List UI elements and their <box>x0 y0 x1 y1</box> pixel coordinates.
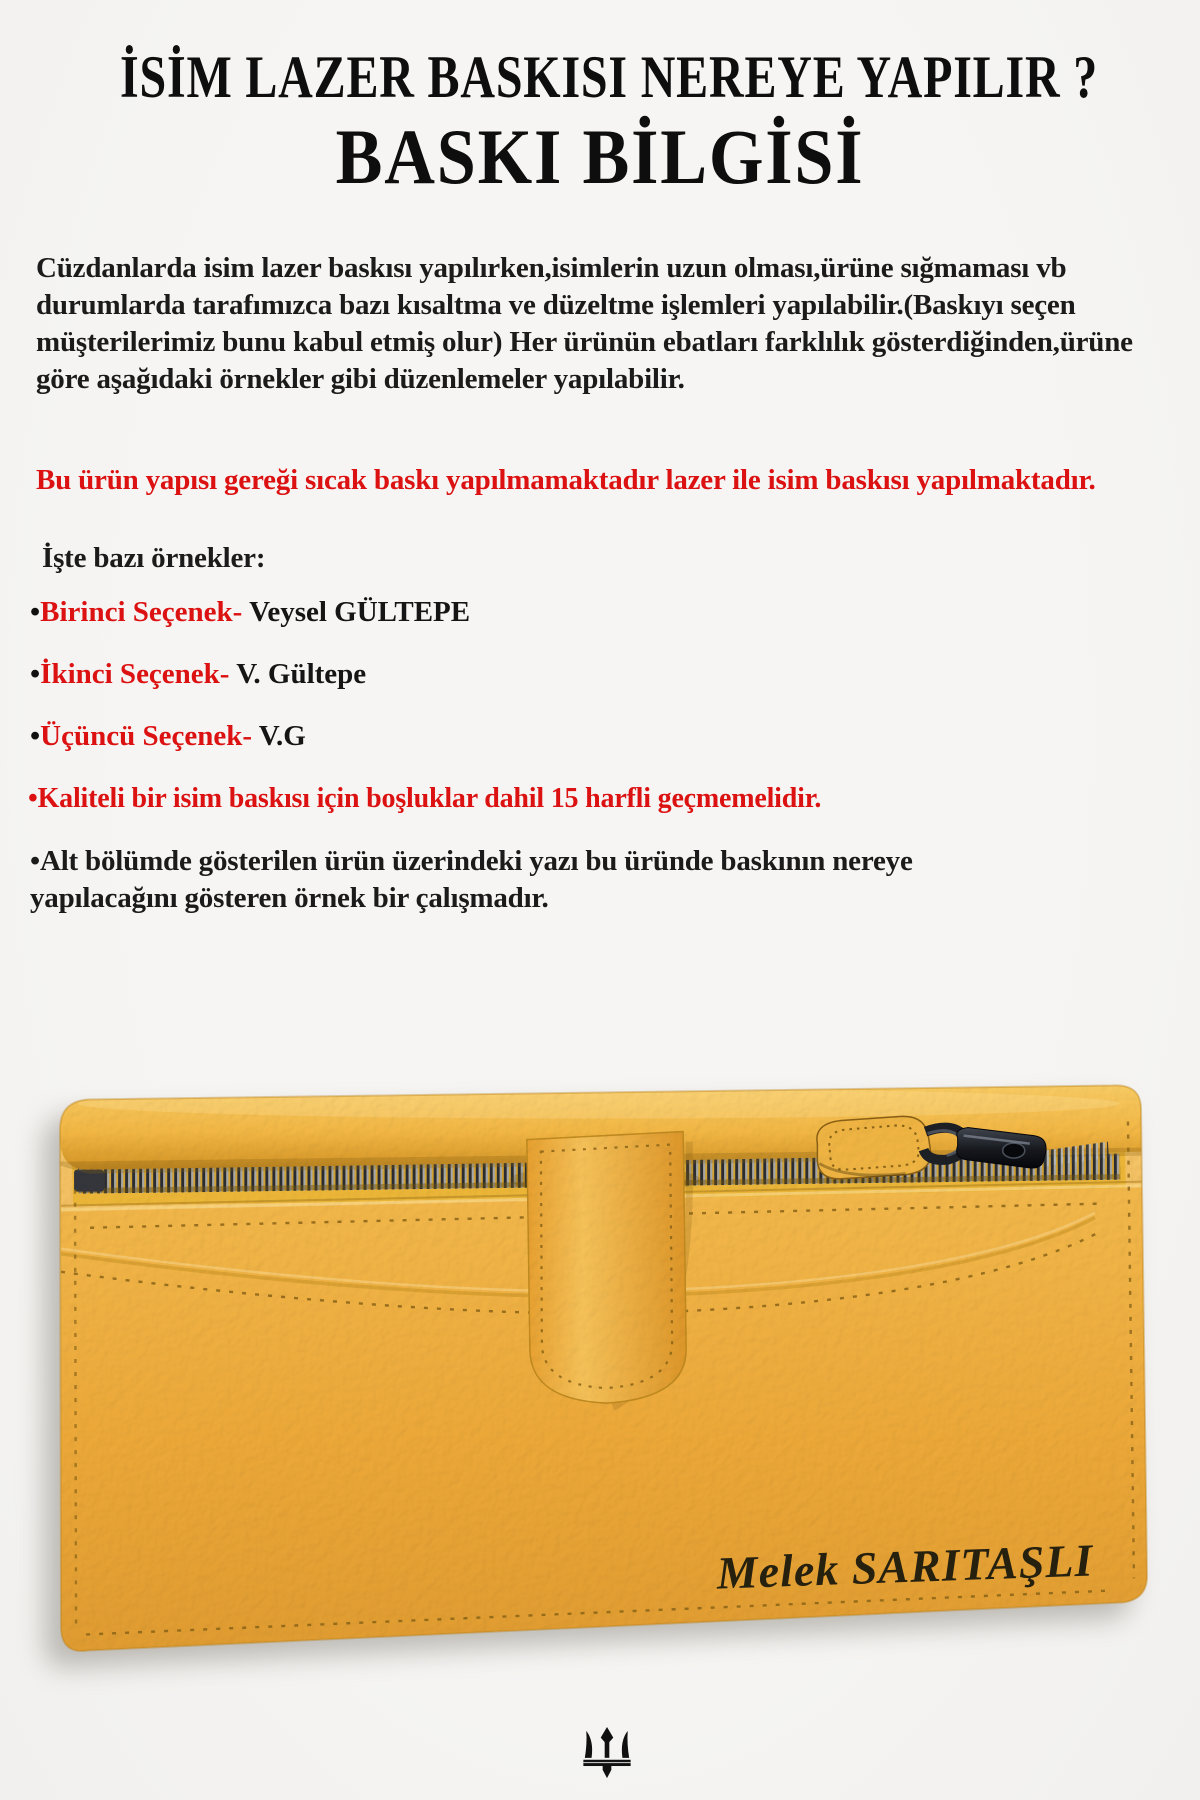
page-title: İSİM LAZER BASKISI NEREYE YAPILIR ? <box>120 44 1099 110</box>
option-label: Birinci Seçenek- <box>40 596 243 628</box>
engraved-name: Melek SARITAŞLI <box>715 1534 1095 1599</box>
character-limit-note: •Kaliteli bir isim baskısı için boşluklar dahil 15 harfli geçmemelidir. <box>28 783 822 814</box>
option-label: İkinci Seçenek- <box>40 658 230 690</box>
laser-warning-paragraph: Bu ürün yapısı gereği sıcak baskı yapılmamaktadır lazer ile isim baskısı yapılmaktadır. <box>36 464 1096 496</box>
placement-note: •Alt bölümde gösterilen ürün üzerindeki yazı bu üründe baskının nereye yapılacağını gösteren örnek bir çalışmadır. <box>30 845 913 914</box>
bullet-icon: • <box>30 596 41 628</box>
examples-label: İşte bazı örnekler: <box>42 542 266 574</box>
page-subtitle: BASKI BİLGİSİ <box>335 113 865 200</box>
bullet-icon: • <box>30 720 41 752</box>
option-value: Veysel GÜLTEPE <box>249 596 471 628</box>
option-value: V.G <box>258 720 306 752</box>
trident-crown-icon <box>579 1726 635 1780</box>
option-row-1 <box>30 596 470 629</box>
intro-paragraph: Cüzdanlarda isim lazer baskısı yapılırken,isimlerin uzun olması,ürüne sığmaması vb durumlarda tarafımızca bazı kısaltma ve düzeltme işlemleri yapılabilir.(Baskıyı seçen müşterilerimiz bunu kabul etmiş olur) Her ürünün ebatları farklılık gösterdiğinden,ürüne göre aşağıdaki örnekler gibi düzenlemeler yapılabilir. <box>36 252 1133 395</box>
option-row-2 <box>30 658 366 691</box>
option-row-3 <box>30 720 306 753</box>
option-value: V. Gültepe <box>236 658 367 690</box>
option-label: Üçüncü Seçenek- <box>40 720 253 752</box>
bullet-icon: • <box>30 658 41 690</box>
